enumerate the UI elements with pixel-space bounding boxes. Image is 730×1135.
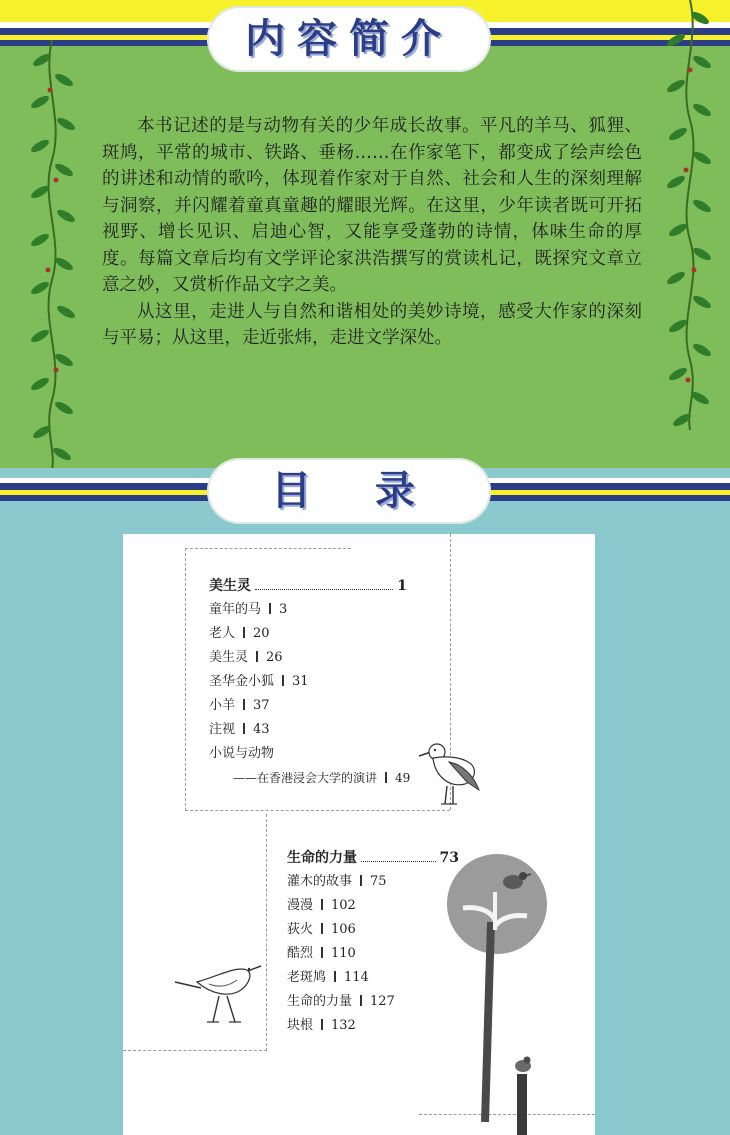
toc-part2-heading[interactable] [287,846,459,870]
intro-section [0,0,730,468]
toc-banner [207,458,491,524]
toc-item-title: 酷烈 [287,946,314,961]
toc-item-title: 漫漫 [287,898,314,913]
toc-leader-dots [361,861,436,862]
toc-separator [334,971,336,982]
toc-item-page: 37 [253,698,270,713]
toc-item-title: 圣华金小狐 [209,674,275,689]
toc-separator [360,995,362,1006]
toc-item-page: 127 [370,994,395,1009]
toc-separator [243,723,245,734]
toc-item-page: 75 [370,874,387,889]
intro-paragraph: 从这里，走进人与自然和谐相处的美妙诗境，感受大作家的深刻与平易；从这里，走近张炜，走进文学深处。 [102,301,642,348]
toc-item-page: 114 [344,970,369,985]
toc-frame-divider [185,810,450,811]
toc-item-page: 49 [395,771,411,785]
toc-item[interactable] [287,894,459,918]
toc-part1-title: 美生灵 [209,578,251,594]
toc-separator [321,923,323,934]
bird-walking-icon [173,960,268,1040]
toc-separator [360,875,362,886]
toc-item[interactable] [287,942,459,966]
toc-part2-title: 生命的力量 [287,850,357,866]
toc-item[interactable] [287,990,459,1014]
toc-leader-dots [255,589,393,590]
toc-separator [385,772,387,783]
toc-separator [269,603,271,614]
toc-item-last-subtitle[interactable] [209,766,411,790]
toc-item-title: 小羊 [209,698,236,713]
tree-with-birds-icon [441,852,551,1135]
toc-item[interactable] [209,646,407,670]
toc-item-page: 43 [253,722,270,737]
toc-page [123,534,595,1135]
toc-separator [256,651,258,662]
toc-item-title: 注视 [209,722,236,737]
toc-item[interactable] [287,966,459,990]
vine-left-icon [22,40,82,468]
vine-right-icon [660,0,720,430]
toc-item[interactable] [287,918,459,942]
toc-item-title: 灌木的故事 [287,874,353,889]
toc-item-page: 20 [253,626,270,641]
toc-item-subtitle: ——在香港浸会大学的演讲 [233,771,378,785]
toc-item-title: 老斑鸠 [287,970,327,985]
toc-item-title: 荻火 [287,922,314,937]
toc-item[interactable] [209,622,407,646]
toc-item[interactable] [287,870,459,894]
toc-item-page: 132 [331,1018,356,1033]
intro-paragraph: 本书记述的是与动物有关的少年成长故事。平凡的羊马、狐狸、斑鸠，平常的城市、铁路、垂杨……在作家笔下，都变成了绘声绘色的讲述和动情的歌吟，体现着作家对于自然、社会和人生的深刻理解与洞察，并闪耀着童真童趣的耀眼光辉。在这里，少年读者既可开拓视野、增长见识、启迪心智，又能享受蓬勃的诗情，体味生命的厚度。每篇文章后均有文学评论家洪浩撰写的赏读札记，既探究文章立意之妙，又赏析作品文字之美。 [102,116,642,295]
bird-perched-icon [413,730,493,814]
toc-item-page: 102 [331,898,356,913]
toc-item-title: 块根 [287,1018,314,1033]
toc-item-title: 童年的马 [209,602,262,617]
toc-item[interactable] [209,598,407,622]
toc-item[interactable] [209,694,407,718]
toc-item-page: 26 [266,650,283,665]
toc-item-page: 110 [331,946,356,961]
toc-item[interactable] [287,1014,459,1038]
toc-part1-heading[interactable] [209,574,407,598]
toc-item[interactable] [209,718,407,742]
toc-separator [321,947,323,958]
toc-item-page: 3 [279,602,288,617]
toc-part2-page: 73 [439,850,459,866]
toc-part2 [287,846,459,1038]
toc-item-title: 美生灵 [209,650,249,665]
intro-body [102,113,642,352]
toc-item-page: 106 [331,922,356,937]
toc-separator [321,899,323,910]
toc-item-title: 生命的力量 [287,994,353,1009]
toc-title: 目 录 [271,468,427,514]
toc-separator [282,675,284,686]
toc-separator [321,1019,323,1030]
intro-title: 内容简介 [245,16,453,62]
toc-item-last-title[interactable]: 小说与动物 [209,746,275,761]
toc-separator [243,627,245,638]
toc-item-title: 老人 [209,626,236,641]
toc-item[interactable] [209,670,407,694]
toc-item-page: 31 [292,674,309,689]
toc-part1 [209,574,411,790]
toc-part1-page: 1 [397,578,407,594]
intro-banner [207,6,491,72]
toc-separator [243,699,245,710]
